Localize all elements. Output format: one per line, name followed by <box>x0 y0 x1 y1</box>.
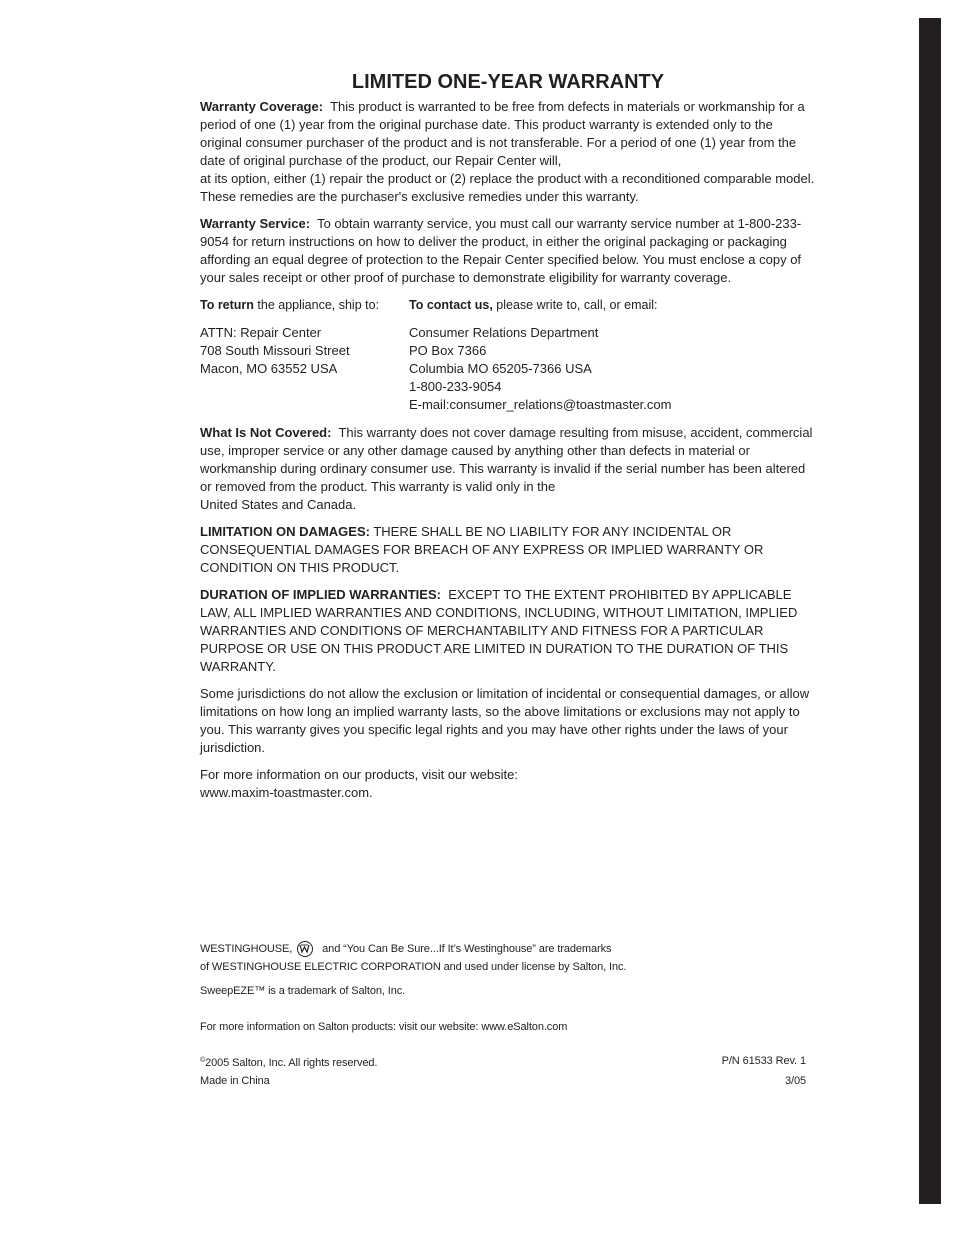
sweepeze-trademark: SweepEZE™ is a trademark of Salton, Inc. <box>200 985 406 997</box>
more-info-text: For more information on our products, visit our website: <box>200 767 518 782</box>
warranty-coverage-paragraph <box>200 98 816 206</box>
warranty-coverage-text: This product is warranted to be free from defects in materials or workmanship for a period of one (1) year from the original purchase date. This product warranty is extended only to the original consumer purchaser of the product and is not transferable. For a period of one (1) year from the date of original purchase of the product, our Repair Center will, <box>200 99 805 168</box>
warranty-coverage-label: Warranty Coverage: <box>200 99 324 114</box>
contact-phone: 1-800-233-9054 <box>409 379 502 394</box>
jurisdiction-paragraph: Some jurisdictions do not allow the exclusion or limitation of incidental or consequential damages, or allow limitations on how long an implied warranty lasts, so the above limitations or exclusions may not apply to you. This warranty gives you specific legal rights and you may have other rights under the laws of your jurisdiction. <box>200 686 810 755</box>
return-text: the appliance, ship to: <box>257 298 380 312</box>
duration-paragraph <box>200 586 816 676</box>
trademark-footer <box>200 940 806 1090</box>
not-covered-text-2: United States and Canada. <box>200 497 357 512</box>
duration-label: DURATION OF IMPLIED WARRANTIES: <box>200 587 441 602</box>
warranty-service-text: To obtain warranty service, you must call our warranty service number at 1-800-233-9054 for return instructions on how to deliver the product, in either the original packaging or packaging affording an equal degree of protection to the Repair Center specified below. You must enclose a copy of your sales receipt or other proof of purchase to demonstrate eligibility for warranty coverage. <box>200 216 802 285</box>
contact-address-line: PO Box 7366 <box>409 343 487 358</box>
contact-label: To contact us, <box>409 298 493 312</box>
more-info-paragraph <box>200 766 816 802</box>
return-address <box>200 324 409 378</box>
return-address-line: ATTN: Repair Center <box>200 325 322 340</box>
westinghouse-logo-icon <box>297 941 313 957</box>
contact-email: E-mail:consumer_relations@toastmaster.com <box>409 397 672 412</box>
made-in: Made in China <box>200 1075 270 1087</box>
not-covered-label: What Is Not Covered: <box>200 425 332 440</box>
address-columns <box>200 296 816 414</box>
website-link[interactable]: www.maxim-toastmaster.com. <box>200 785 373 800</box>
page-edge-tab <box>919 18 941 1204</box>
origin-row <box>200 1072 806 1090</box>
copyright-row <box>200 1052 806 1072</box>
trademark-line-1 <box>200 940 806 958</box>
copyright-symbol: © <box>200 1057 206 1064</box>
limitation-label: LIMITATION ON DAMAGES: <box>200 524 370 539</box>
revision-date: 3/05 <box>784 1075 806 1087</box>
trademark-text-1: and “You Can Be Sure...If It’s Westinghouse” are trademarks <box>322 943 612 955</box>
copyright-text <box>200 1052 377 1072</box>
return-heading <box>200 296 409 314</box>
limitation-text: THERE SHALL BE NO LIABILITY FOR ANY INCIDENTAL OR CONSEQUENTIAL DAMAGES FOR BREACH OF ANY EXPRESS OR IMPLIED WARRANTY OR CONDITION ON THIS PRODUCT. <box>200 524 764 575</box>
return-address-line: 708 South Missouri Street <box>200 343 350 358</box>
warranty-body <box>200 70 816 811</box>
not-covered-paragraph <box>200 424 816 514</box>
warranty-service-label: Warranty Service: <box>200 216 311 231</box>
warranty-coverage-text-2: at its option, either (1) repair the product or (2) replace the product with a reconditioned comparable model. These remedies are the purchaser's exclusive remedies under this warranty. <box>200 171 815 204</box>
warranty-service-paragraph <box>200 215 816 287</box>
limitation-paragraph <box>200 523 816 577</box>
return-address-line: Macon, MO 63552 USA <box>200 361 338 376</box>
contact-address <box>409 324 816 414</box>
contact-text: please write to, call, or email: <box>496 298 658 312</box>
not-covered-text: This warranty does not cover damage resulting from misuse, accident, commercial use, improper service or any other damage caused by anything other than defects in material or workmanship during ordinary consumer use. This warranty is invalid if the serial number has been altered or removed from the product. This warranty is valid only in the <box>200 425 813 494</box>
contact-heading <box>409 296 816 314</box>
salton-info-line: For more information on Salton products: visit our website: www.eSalton.com <box>200 1021 568 1033</box>
part-number: P/N 61533 Rev. 1 <box>721 1055 806 1067</box>
trademark-line-2: of WESTINGHOUSE ELECTRIC CORPORATION and used under license by Salton, Inc. <box>200 961 627 973</box>
return-label: To return <box>200 298 254 312</box>
duration-text: EXCEPT TO THE EXTENT PROHIBITED BY APPLICABLE LAW, ALL IMPLIED WARRANTIES AND CONDITIONS, INCLUDING, WITHOUT LIMITATION, IMPLIED WARRANTIES AND CONDITIONS OF MERCHANTABILITY AND FITNESS FOR A PARTICULAR PURPOSE OR USE ON THIS PRODUCT ARE LIMITED IN DURATION TO THE DURATION OF THIS WARRANTY. <box>200 587 798 674</box>
page-title: LIMITED ONE-YEAR WARRANTY <box>351 71 665 93</box>
contact-address-line: Consumer Relations Department <box>409 325 599 340</box>
contact-column <box>409 296 816 414</box>
westinghouse-brand: WESTINGHOUSE, <box>200 943 293 955</box>
return-column <box>200 296 409 414</box>
copyright-line: 2005 Salton, Inc. All rights reserved. <box>205 1057 378 1069</box>
contact-address-line: Columbia MO 65205-7366 USA <box>409 361 592 376</box>
